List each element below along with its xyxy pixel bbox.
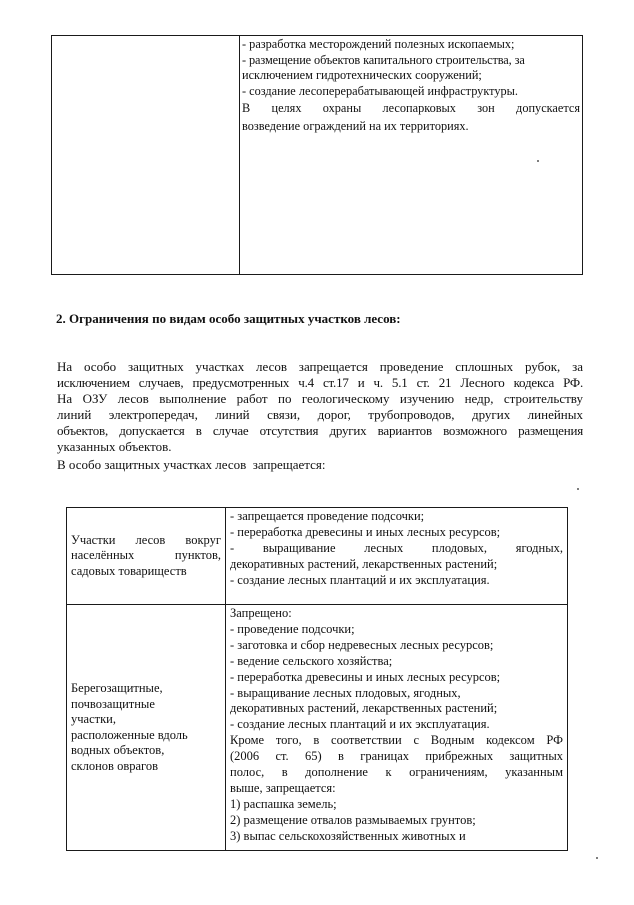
restrictions-cell: - запрещается проведение подсочки; - переработка древесины и иных лесных ресурсов; - выращивание лесных плодовых, ягодных, декоративных растений, лекарственных растений; - создание лесных плантаций и их эксплуатация. [226, 508, 568, 605]
table1-line: - разработка месторождений полезных ископаемых; [242, 37, 515, 51]
table1-line: возведение ограждений на их территориях. [242, 118, 469, 133]
table1-line: исключением гидротехнических сооружений; [242, 68, 482, 83]
scan-speck [596, 857, 598, 859]
scan-speck [537, 160, 539, 162]
table-row [67, 508, 568, 605]
protected-areas-table [66, 507, 568, 851]
table-row [67, 605, 568, 851]
paragraph-clear-cutting [57, 359, 583, 455]
paragraph-line: объектов, допускается в случае отсутствия других вариантов возможного размещения [57, 423, 583, 438]
paragraph-line: указанных объектов. [57, 439, 172, 454]
area-type-cell: Участки лесов вокруг населённых пунктов, садовых товариществ [67, 508, 226, 605]
restrictions-cell: Запрещено: - проведение подсочки; - заготовка и сбор недревесных лесных ресурсов; - ведение сельского хозяйства; - переработка древесины и иных лесных ресурсов; - выращивание лесных плодовых, ягодных, декоративных растений, лекарственных растений; - создание лесных плантаций и их эксплуатация. Кроме того, в соответствии с Водным кодексом РФ (2006 ст. 65) в границах прибрежных защитных полос, в дополнение к ограничениям, указанным выше, запрещается: 1) распашка земель; 2) размещение отвалов размываемых грунтов; 3) выпас сельскохозяйственных животных и [226, 605, 568, 851]
paragraph-line: На ОЗУ лесов выполнение работ по геологическому изучению недр, строительству [57, 391, 583, 406]
restrictions-table-continued [51, 35, 583, 275]
paragraph-line: исключением случаев, предусмотренных ч.4 ст.17 и ч. 5.1 ст. 21 Лесного кодекса РФ. [57, 375, 583, 390]
section-heading: 2. Ограничения по видам особо защитных участков лесов: [56, 311, 401, 326]
scan-speck [577, 488, 579, 490]
table1-left-cell [52, 36, 240, 275]
area-type-cell: Берегозащитные, почвозащитные участки, расположенные вдоль водных объектов, склонов оврагов [67, 605, 226, 851]
table1-line: - размещение объектов капитального строительства, за [242, 52, 525, 67]
paragraph-line: На особо защитных участках лесов запрещается проведение сплошных рубок, за [57, 359, 583, 374]
paragraph-line: линий электропередач, линий связи, дорог, трубопроводов, других линейных [57, 407, 583, 422]
paragraph-prohibited-intro: В особо защитных участках лесов запрещается: [57, 457, 326, 472]
table1-line: В целях охраны лесопарковых зон допускается [242, 101, 580, 116]
table1-right-cell [240, 36, 583, 275]
table1-line: - создание лесоперерабатывающей инфраструктуры. [242, 83, 518, 98]
